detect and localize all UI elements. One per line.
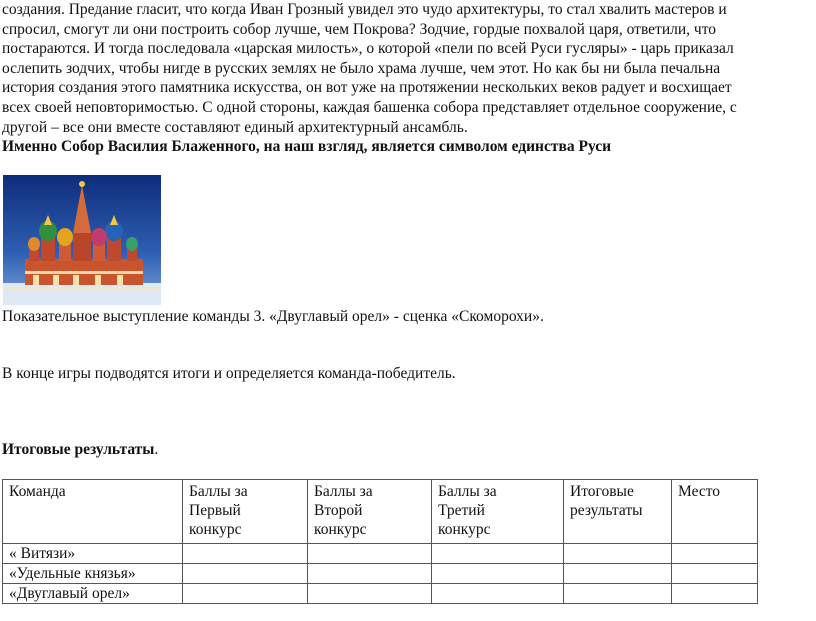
place-cell bbox=[672, 544, 758, 564]
team-name-cell: «Двуглавый орел» bbox=[3, 584, 183, 604]
results-heading: Итоговые результаты bbox=[2, 441, 155, 458]
score-cell bbox=[432, 544, 564, 564]
paragraph-line: другой – все они вместе составляют единый архитектурный ансамбль. bbox=[2, 118, 468, 136]
st-basils-cathedral-image bbox=[3, 175, 161, 305]
paragraph-line: постараются. И тогда последовала «царская милость», о которой «пели по всей Руси гусляры» - царь приказал bbox=[2, 40, 734, 58]
team-name-cell: «Удельные князья» bbox=[3, 564, 183, 584]
story-paragraph bbox=[2, 0, 814, 157]
performance-announcement: Показательное выступление команды 3. «Двуглавый орел» - сценка «Скоморохи». bbox=[2, 308, 544, 325]
table-row bbox=[3, 544, 758, 564]
header-place: Место bbox=[672, 480, 758, 544]
paragraph-line: всех своей неповторимостью. С одной стороны, каждая башенка собора представляет отдельное сооружение, с bbox=[2, 98, 737, 116]
total-cell bbox=[564, 584, 672, 604]
paragraph-line: история создания этого памятника искусства, он вот уже на протяжении нескольких веков радует и восхищает bbox=[2, 79, 732, 97]
symbol-statement: Именно Собор Василия Блаженного, на наш взгляд, является символом единства Руси bbox=[2, 138, 612, 156]
score-cell bbox=[308, 544, 432, 564]
header-second-contest: Баллы за Второй конкурс bbox=[308, 480, 432, 544]
score-cell bbox=[432, 584, 564, 604]
score-cell bbox=[183, 564, 308, 584]
score-cell bbox=[183, 544, 308, 564]
paragraph-line: создания. Предание гласит, что когда Иван Грозный увидел это чудо архитектуры, то стал хвалить мастеров и bbox=[2, 1, 727, 18]
score-cell bbox=[308, 564, 432, 584]
results-heading-dot: . bbox=[154, 441, 159, 458]
table-row bbox=[3, 584, 758, 604]
paragraph-line: ослепить зодчих, чтобы нигде в русских землях не было храма лучше, чем этот. Но как бы ни была печальна bbox=[2, 59, 721, 77]
score-cell bbox=[432, 564, 564, 584]
header-third-contest: Баллы за Третий конкурс bbox=[432, 480, 564, 544]
table-header-row bbox=[3, 480, 758, 544]
score-cell bbox=[183, 584, 308, 604]
table-row bbox=[3, 564, 758, 584]
header-first-contest: Баллы за Первый конкурс bbox=[183, 480, 308, 544]
total-cell bbox=[564, 544, 672, 564]
header-total: Итоговые результаты bbox=[564, 480, 672, 544]
results-table bbox=[2, 479, 758, 604]
cathedral-illustration bbox=[3, 175, 161, 305]
paragraph-line: спросил, смогут ли они построить собор лучше, чем Покрова? Зодчие, гордые похвалой царя, ответили, что bbox=[2, 20, 717, 38]
place-cell bbox=[672, 564, 758, 584]
header-team: Команда bbox=[3, 480, 183, 544]
score-cell bbox=[308, 584, 432, 604]
total-cell bbox=[564, 564, 672, 584]
place-cell bbox=[672, 584, 758, 604]
results-heading-line bbox=[2, 441, 158, 459]
team-name-cell: « Витязи» bbox=[3, 544, 183, 564]
conclusion-text: В конце игры подводятся итоги и определяется команда-победитель. bbox=[2, 365, 456, 382]
